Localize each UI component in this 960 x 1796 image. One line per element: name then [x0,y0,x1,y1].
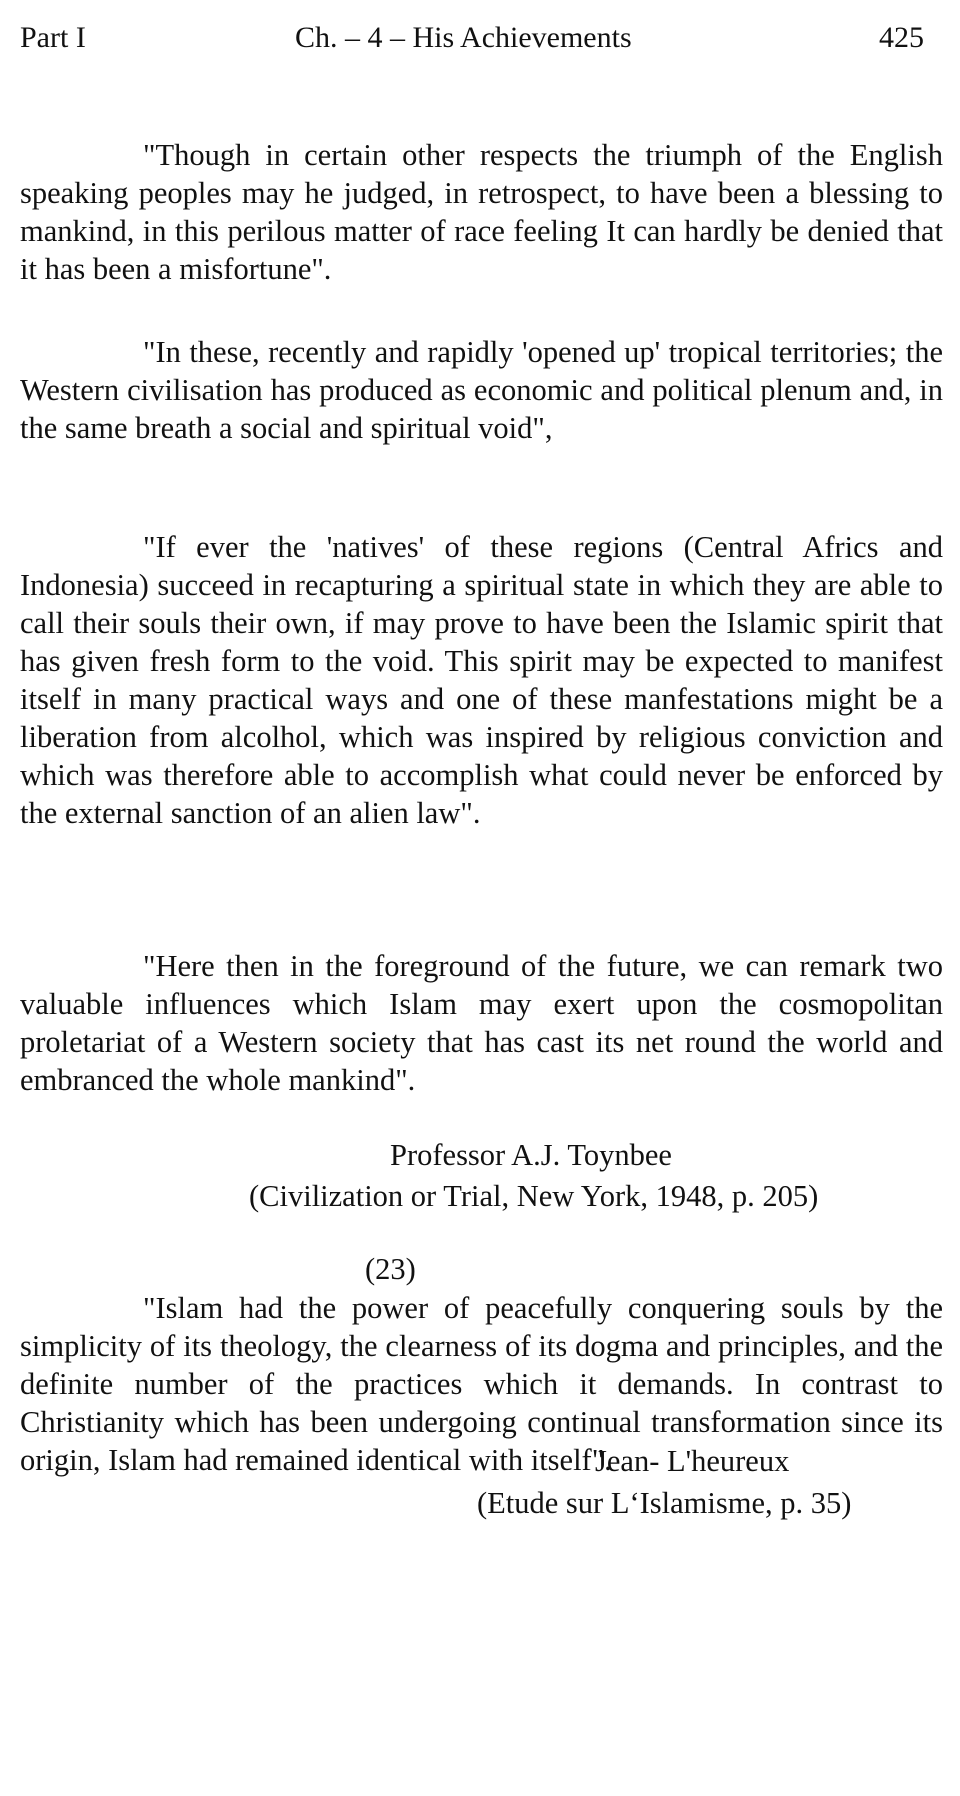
chapter-title: Ch. – 4 – His Achievements [295,21,632,54]
attribution-author: Jean- L'heureux [595,1444,790,1478]
attribution-author: Professor A.J. Toynbee [390,1138,672,1172]
quote-paragraph-5: "Islam had the power of peacefully conquering souls by the simplicity of its theology, the clearness of its dogma and principles, and the definite number of the practices which it demands. In contrast to Christianity which has been undergoing continual transformation since its origin, Islam had remained identical with itself". [20,1291,943,1477]
part-label: Part I [20,21,86,54]
quote-paragraph-4: "Here then in the foreground of the future, we can remark two valuable influences which Islam may exert upon the cosmopolitan proletariat of a Western society that has cast its net round the world and embranced the whole mankind". [20,949,943,1097]
page-number: 425 [879,21,924,54]
quote-paragraph-1: "Though in certain other respects the triumph of the English speaking peoples may he judged, in retrospect, to have been a blessing to mankind, in this perilous matter of race feeling It can hardly be denied that it has been a misfortune". [20,138,943,286]
attribution-source: (Etude sur L‘Islamisme, p. 35) [477,1486,852,1520]
quote-paragraph-2: "In these, recently and rapidly 'opened up' tropical territories; the Western civilisation has produced as economic and political plenum and, in the same breath a social and spiritual void", [20,335,943,445]
reference-number: (23) [365,1252,416,1286]
running-header [20,18,924,58]
quote-paragraph-3: "If ever the 'natives' of these regions (Central Africs and Indonesia) succeed in recapturing a spiritual state in which they are able to call their souls their own, if may prove to have been the Islamic spirit that has given fresh form to the void. This spirit may be expected to manifest itself in many practical ways and one of these manfestations might be a liberation from alcolhol, which was inspired by religious conviction and which was therefore able to accomplish what could never be enforced by the external sanction of an alien law". [20,530,943,830]
attribution-source: (Civilization or Trial, New York, 1948, p. 205) [249,1179,819,1213]
